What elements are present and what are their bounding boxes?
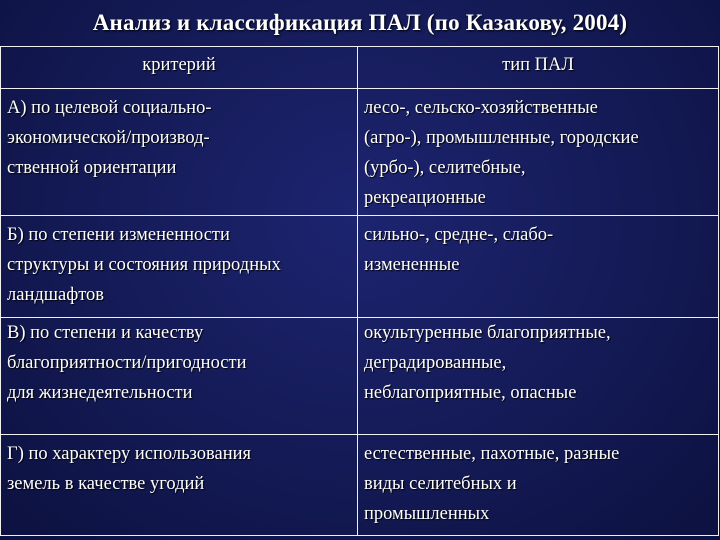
type-text: сильно-, средне-, слабо- измененные xyxy=(364,225,554,275)
table-row xyxy=(1,318,719,435)
classification-table xyxy=(0,46,719,536)
table-header-row xyxy=(1,47,719,89)
type-cell xyxy=(358,216,719,318)
criterion-text: Г) по характеру использования земель в качестве угодий xyxy=(7,444,252,494)
table-row xyxy=(1,435,719,536)
type-cell xyxy=(358,318,719,435)
criterion-text: А) по целевой социально- экономической/производ- ственной ориентации xyxy=(7,98,212,178)
criterion-text: Б) по степени измененности структуры и состояния природных ландшафтов xyxy=(7,225,281,305)
criterion-cell xyxy=(1,89,358,216)
criterion-text: В) по степени и качеству благоприятности/пригодности для жизнедеятельности xyxy=(7,323,247,403)
header-criterion: критерий xyxy=(1,47,358,89)
type-text: окультуренные благоприятные, деградированные, неблагоприятные, опасные xyxy=(364,323,611,403)
criterion-cell xyxy=(1,216,358,318)
type-text: лесо-, сельско-хозяйственные (агро-), промышленные, городские (урбо-), селитебные, рекреационные xyxy=(364,98,639,208)
header-type: тип ПАЛ xyxy=(358,47,719,89)
criterion-cell xyxy=(1,318,358,435)
slide-title: Анализ и классификация ПАЛ (по Казакову, 2004) xyxy=(92,10,628,35)
table-row xyxy=(1,216,719,318)
type-cell xyxy=(358,89,719,216)
type-text: естественные, пахотные, разные виды селитебных и промышленных xyxy=(364,444,620,524)
table-row xyxy=(1,89,719,216)
criterion-cell xyxy=(1,435,358,536)
type-cell xyxy=(358,435,719,536)
